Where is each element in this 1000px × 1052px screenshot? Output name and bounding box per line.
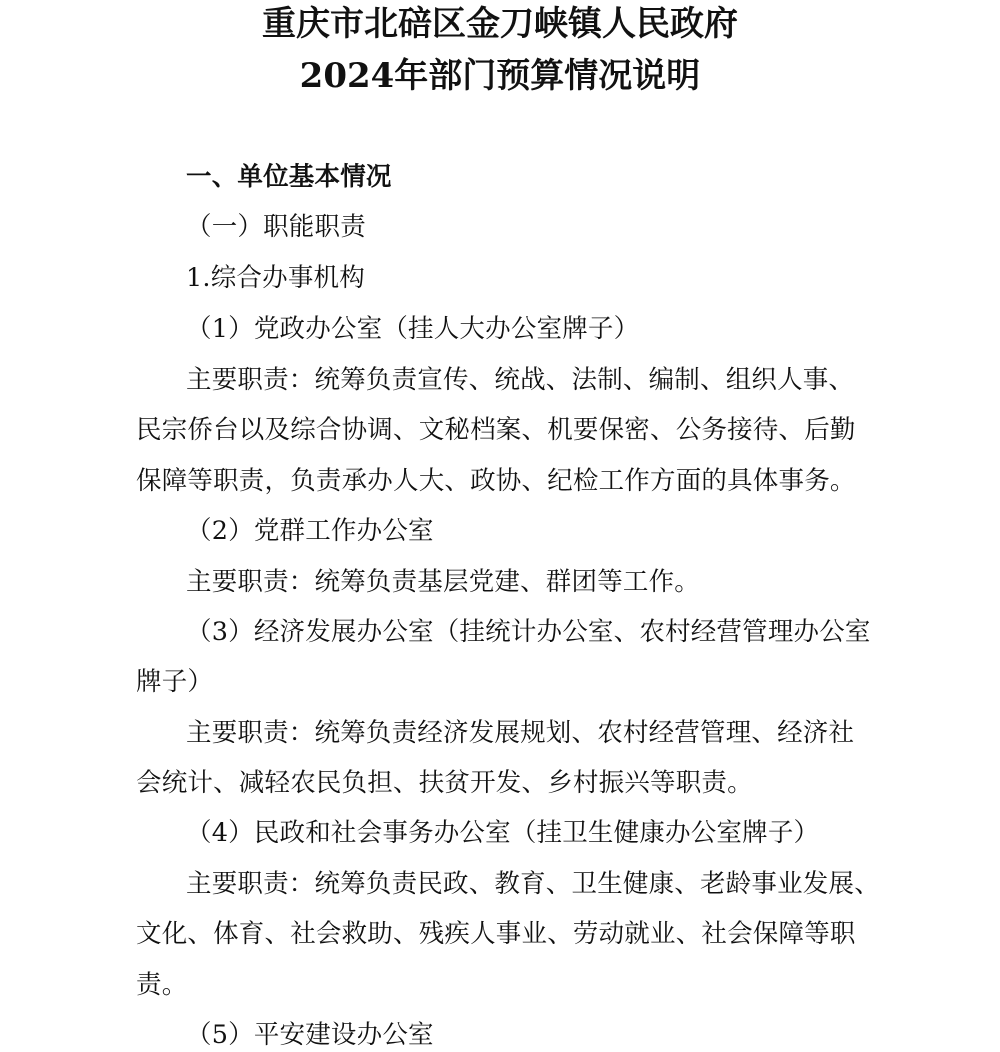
office-3-duties-line: 主要职责：统筹负责经济发展规划、农村经营管理、经济社 <box>186 718 855 748</box>
office-4-heading: （4）民政和社会事务办公室（挂卫生健康办公室牌子） <box>186 818 820 848</box>
office-2-duties-line: 主要职责：统筹负责基层党建、群团等工作。 <box>186 567 701 597</box>
office-1-duties-line: 民宗侨台以及综合协调、文秘档案、机要保密、公务接待、后勤 <box>136 415 856 445</box>
office-1-duties-line: 主要职责：统筹负责宣传、统战、法制、编制、组织人事、 <box>186 365 855 395</box>
office-4-duties-line: 文化、体育、社会救助、残疾人事业、劳动就业、社会保障等职 <box>136 919 856 949</box>
document-title-line-1: 重庆市北碚区金刀峡镇人民政府 <box>262 4 738 44</box>
document-title-line-2: 2024年部门预算情况说明 <box>299 56 701 96</box>
section-heading: 一、单位基本情况 <box>186 162 392 192</box>
office-4-duties-line: 主要职责：统筹负责民政、教育、卫生健康、老龄事业发展、 <box>186 869 880 899</box>
office-1-heading: （1）党政办公室（挂人大办公室牌子） <box>186 314 640 344</box>
office-3-duties-line: 会统计、减轻农民负担、扶贫开发、乡村振兴等职责。 <box>136 768 753 798</box>
office-3-heading-line: （3）经济发展办公室（挂统计办公室、农村经营管理办公室 <box>186 617 871 647</box>
office-2-heading: （2）党群工作办公室 <box>186 516 434 546</box>
office-1-duties-line: 保障等职责，负责承办人大、政协、纪检工作方面的具体事务。 <box>136 466 856 496</box>
office-5-heading: （5）平安建设办公室 <box>186 1020 434 1050</box>
item-heading: 1.综合办事机构 <box>186 263 365 293</box>
subsection-heading: （一）职能职责 <box>186 212 366 242</box>
office-4-duties-line: 责。 <box>136 970 188 1000</box>
office-3-heading-line: 牌子） <box>136 667 214 697</box>
